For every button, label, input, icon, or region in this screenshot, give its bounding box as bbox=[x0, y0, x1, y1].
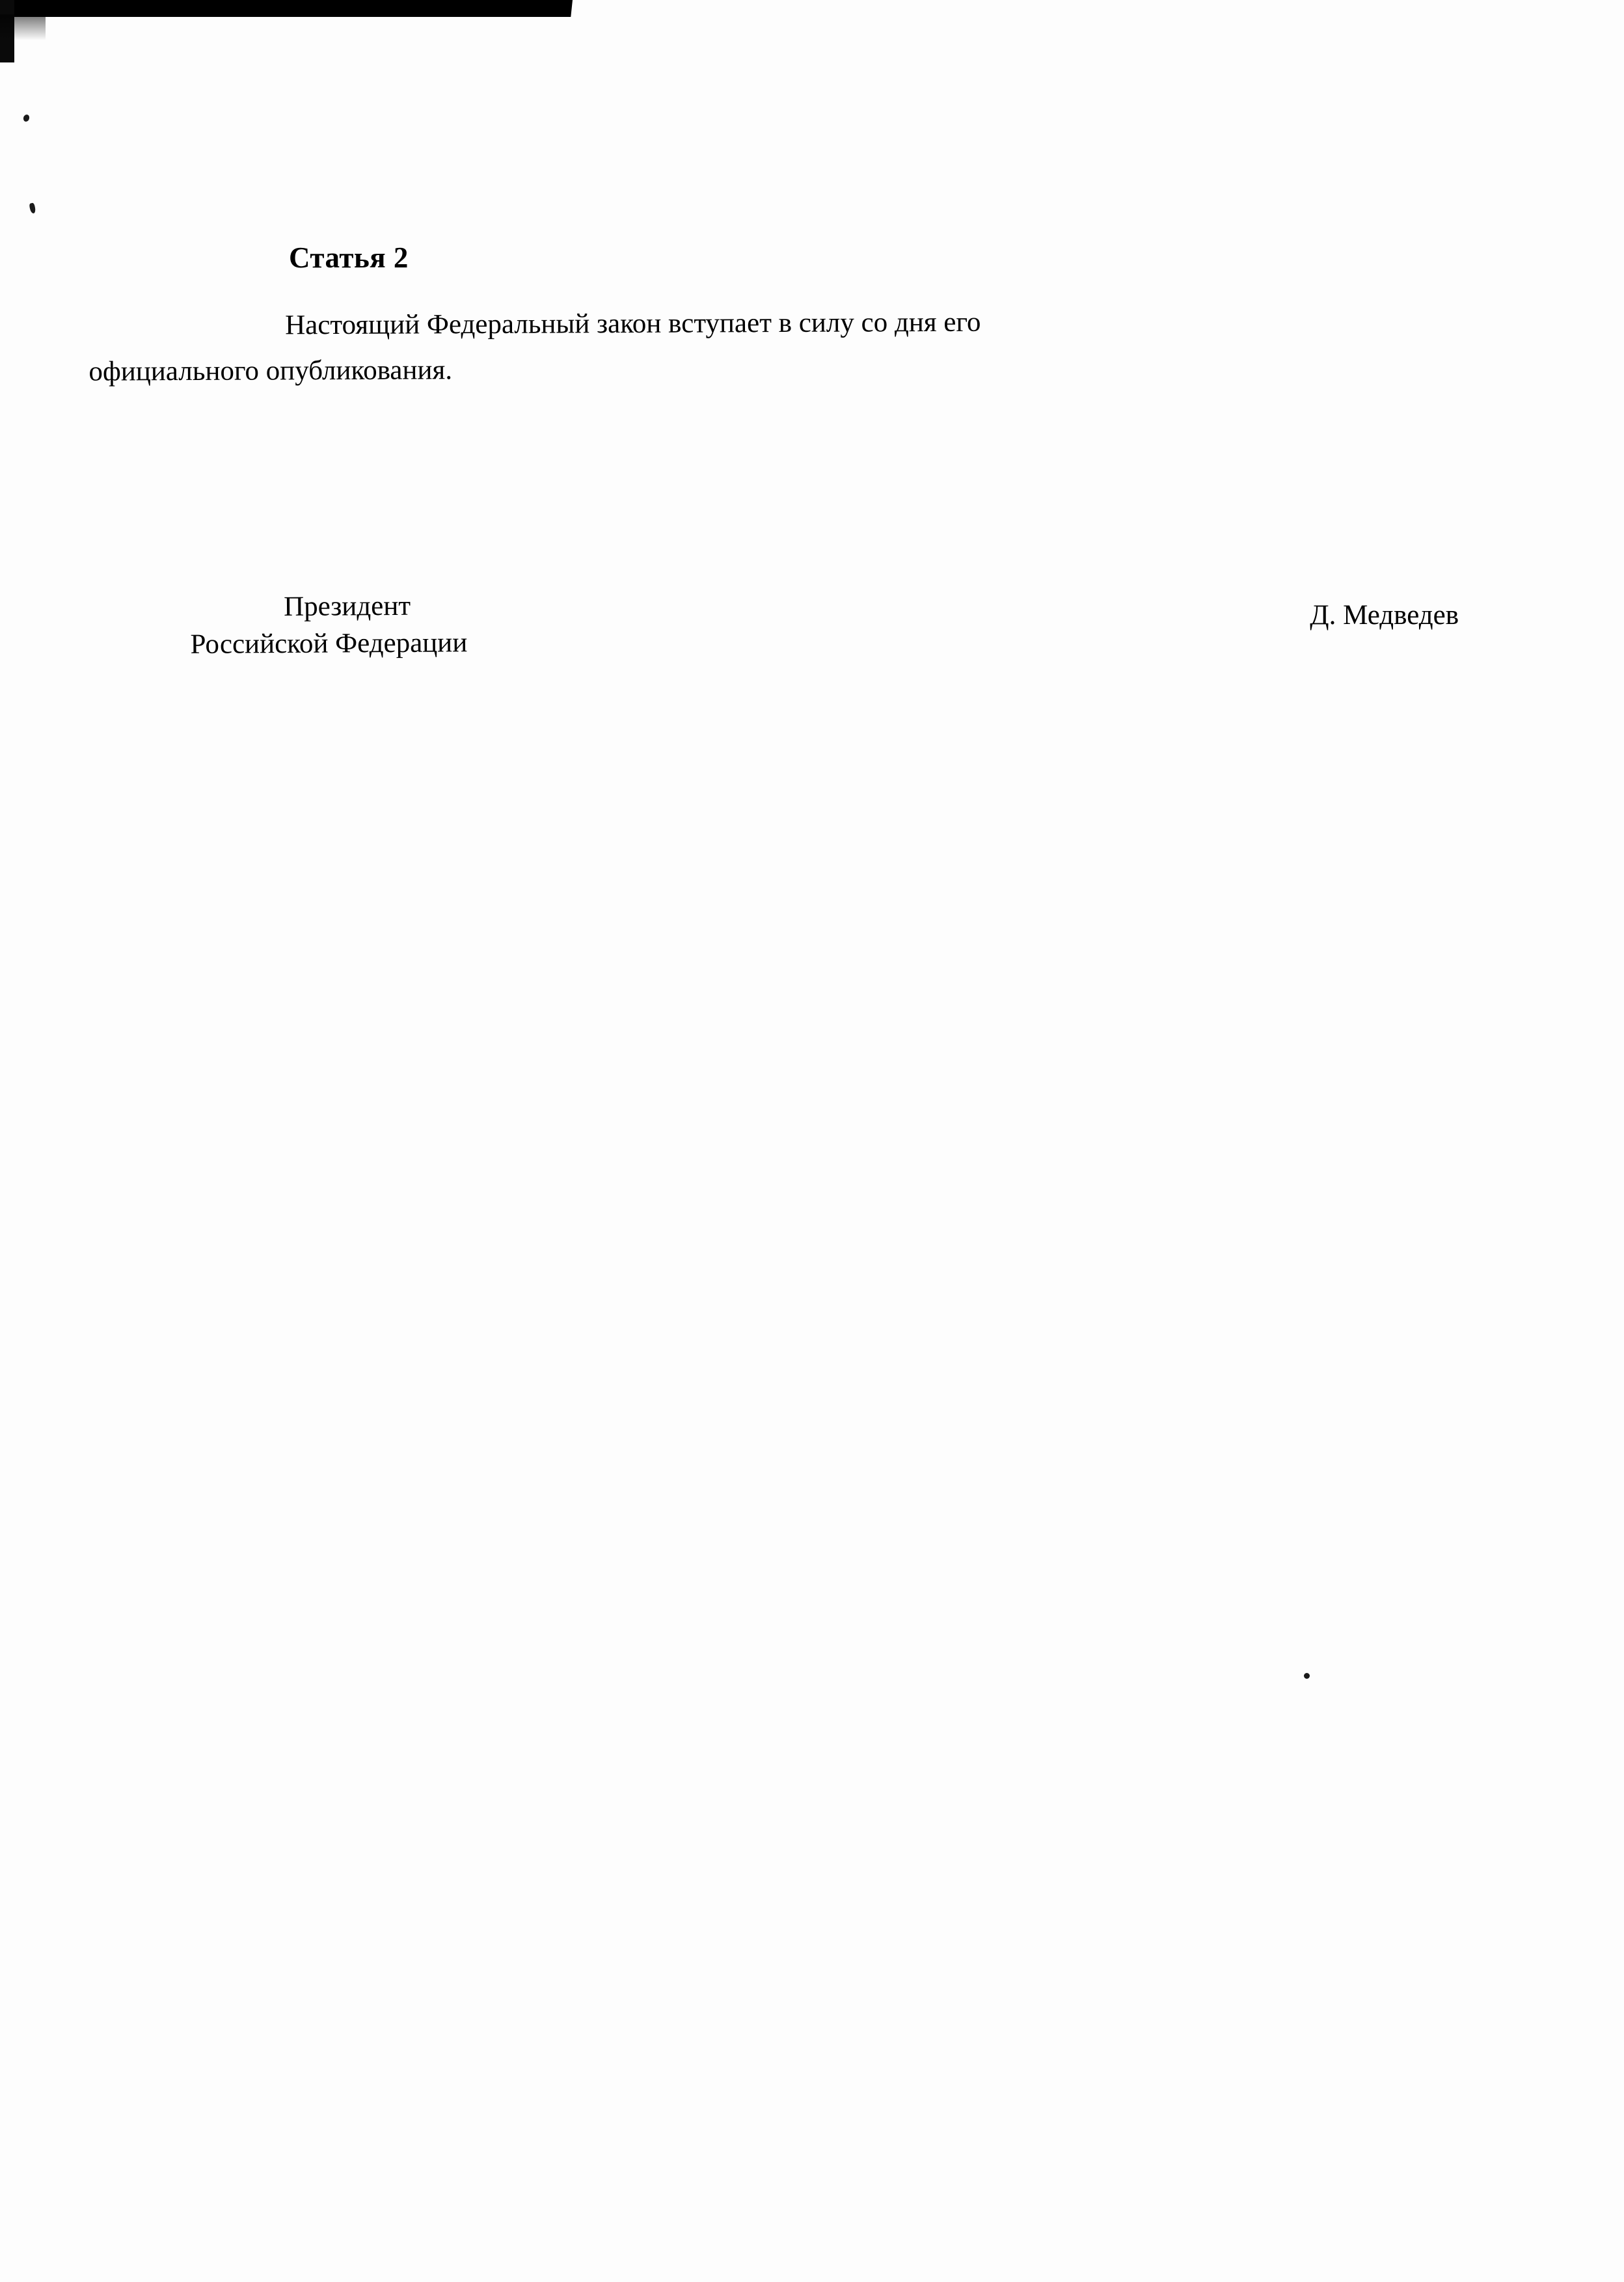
scan-edge-top bbox=[0, 0, 573, 17]
document-body bbox=[88, 241, 1468, 394]
signatory-title-line-2: Российской Федерации bbox=[190, 627, 468, 660]
article-paragraph bbox=[88, 297, 1468, 394]
paragraph-tail-line: официального опубликования. bbox=[88, 354, 453, 387]
scan-edge-gradient bbox=[0, 14, 46, 40]
ink-speck-icon bbox=[23, 114, 31, 122]
signatory-title bbox=[190, 588, 468, 662]
ink-speck-icon bbox=[29, 202, 36, 213]
signatory-title-line-1: Президент bbox=[284, 590, 411, 622]
ink-speck-icon bbox=[1304, 1673, 1310, 1679]
signature-block bbox=[186, 589, 1468, 663]
signatory-name: Д. Медведев bbox=[1310, 600, 1459, 631]
article-heading: Статья 2 bbox=[289, 241, 409, 274]
paragraph-lead-line: Настоящий Федеральный закон вступает в силу со дня его bbox=[285, 306, 981, 341]
